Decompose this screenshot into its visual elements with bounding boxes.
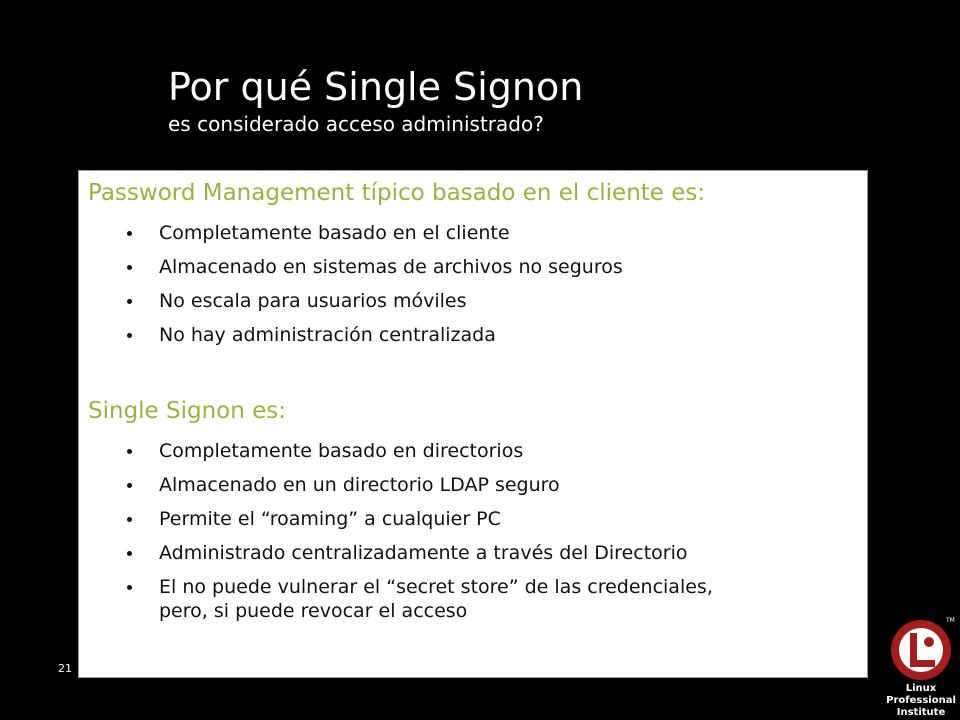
page-number: 21 [58,662,72,675]
list-item [79,323,623,347]
list-item [79,507,759,531]
slide-title: Por qué Single Signon [168,65,584,109]
title-area [168,64,583,136]
slide-subtitle: es considerado acceso administrado? [168,112,544,136]
bullet-icon [127,265,132,270]
list-item [79,439,759,463]
list-item [79,541,759,565]
list-item [79,575,759,623]
logo-tm: TM [946,617,955,624]
bullet-icon [127,449,132,454]
logo-line-1: Linux [905,683,937,694]
list-item [79,221,623,245]
list-item [79,473,759,497]
content-box [78,170,868,678]
bullet-icon [127,585,132,590]
bullet-list-sso [79,439,759,633]
logo-line-3: Institute [896,707,946,718]
list-item [79,255,623,279]
bullet-icon [127,551,132,556]
logo-dot-icon [924,637,934,647]
bullet-list-client [79,221,623,357]
bullet-icon [127,483,132,488]
list-item-text: Completamente basado en el cliente [159,222,510,244]
section-heading-client: Password Management típico basado en el cliente es: [88,180,706,206]
lpi-logo [880,612,960,720]
list-item-text: Almacenado en un directorio LDAP seguro [159,474,560,496]
bullet-icon [127,231,132,236]
list-item-text: Permite el “roaming” a cualquier PC [159,508,501,530]
list-item-text: Administrado centralizadamente a través del Directorio [159,542,688,564]
section-heading-sso: Single Signon es: [88,398,287,424]
list-item-text: Completamente basado en directorios [159,440,524,462]
list-item-text: No hay administración centralizada [159,324,496,346]
bullet-icon [127,299,132,304]
logo-line-2: Professional [886,695,956,706]
list-item-text: Almacenado en sistemas de archivos no seguros [159,256,623,278]
list-item-text: No escala para usuarios móviles [159,290,467,312]
list-item [79,289,623,313]
list-item-text: El no puede vulnerar el “secret store” de las credenciales, pero, si puede revocar el acceso [159,576,713,622]
bullet-icon [127,333,132,338]
bullet-icon [127,517,132,522]
